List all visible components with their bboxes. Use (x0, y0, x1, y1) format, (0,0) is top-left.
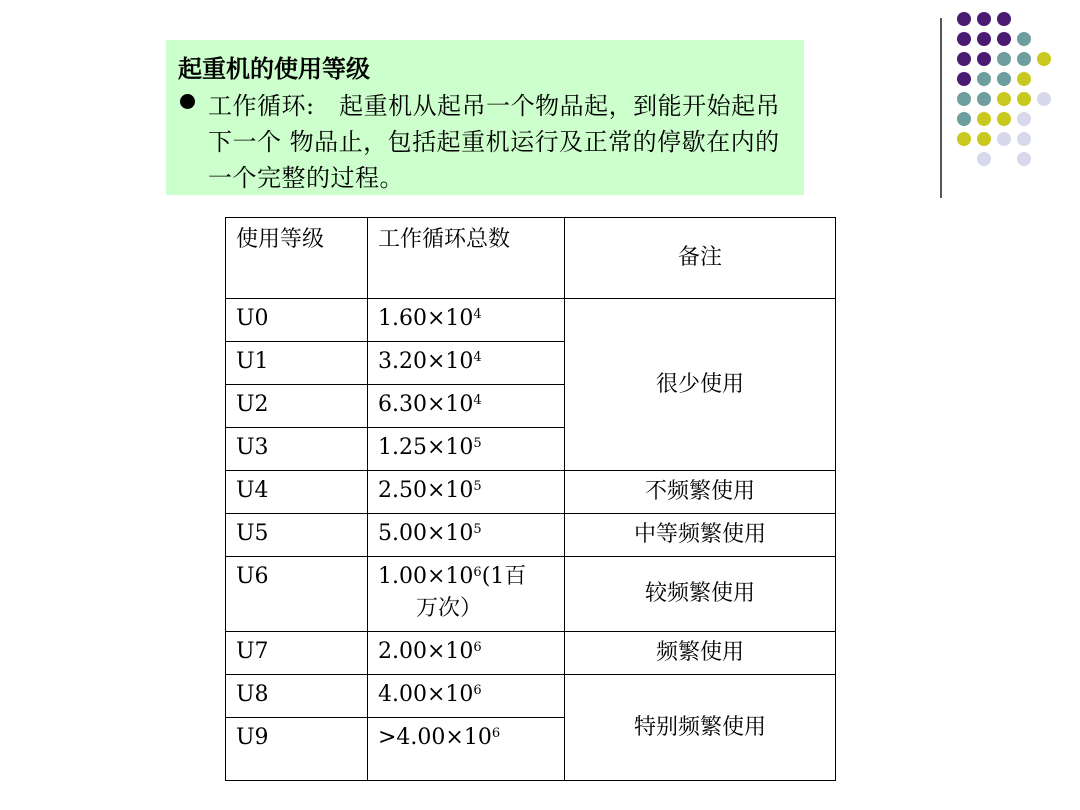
level-cell: U0 (226, 299, 368, 342)
cycles-cell: $3.20\times 10^4$ (368, 342, 565, 385)
decorative-dot (977, 92, 991, 106)
decorative-dot (997, 112, 1011, 126)
level-cell: U2 (226, 385, 368, 428)
decorative-dot (1017, 72, 1031, 86)
decorative-dot (957, 132, 971, 146)
decorative-dot (977, 72, 991, 86)
decorative-dot (957, 92, 971, 106)
decorative-dot (997, 132, 1011, 146)
cycles-cell: $2.50\times 10^5$ (368, 471, 565, 514)
remark-cell: 中等频繁使用 (565, 514, 836, 557)
decorative-dot (977, 12, 991, 26)
usage-level-table (225, 217, 836, 781)
decorative-dot (1017, 112, 1031, 126)
cycles-cell: $4.00\times 10^6$ (368, 675, 565, 718)
decorative-dot-grid (957, 12, 1057, 177)
remark-cell: 很少使用 (565, 299, 836, 471)
cycles-cell: $1.60\times 10^4$ (368, 299, 565, 342)
decorative-dot (977, 32, 991, 46)
decorative-dot (977, 112, 991, 126)
decorative-dot (997, 52, 1011, 66)
decorative-dot (977, 132, 991, 146)
level-cell: U9 (226, 718, 368, 781)
cycles-cell: $>4.00\times 10^6$ (368, 718, 565, 781)
definition-callout (166, 40, 804, 195)
decorative-dot (1037, 92, 1051, 106)
level-cell: U1 (226, 342, 368, 385)
cycles-cell: $2.00\times 10^6$ (368, 632, 565, 675)
decorative-dot (997, 12, 1011, 26)
decorative-dot (977, 152, 991, 166)
cycles-cell: $5.00\times 10^5$ (368, 514, 565, 557)
decorative-dot (997, 72, 1011, 86)
divider-line (940, 18, 942, 198)
decorative-dot (997, 32, 1011, 46)
table-row (226, 514, 836, 557)
level-cell: U5 (226, 514, 368, 557)
cycles-cell: $1.25\times 10^5$ (368, 428, 565, 471)
callout-title: 起重机的使用等级 (178, 55, 370, 83)
decorative-dot (957, 112, 971, 126)
table-row (226, 471, 836, 514)
header-level: 使用等级 (226, 218, 368, 299)
decorative-dot (1017, 92, 1031, 106)
decorative-dot (1037, 52, 1051, 66)
table-row (226, 299, 836, 342)
table-row (226, 557, 836, 632)
bullet-text: 工作循环: 起重机从起吊一个物品起，到能开始起吊下一个 物品止，包括起重机运行及正常的停歇在内的一个完整的过程。 (208, 92, 781, 192)
cycles-cell: $6.30\times 10^4$ (368, 385, 565, 428)
cycles-cell: $1.00\times 10^6(1$百 万次） (368, 557, 565, 632)
table-row (226, 675, 836, 718)
decorative-dot (997, 92, 1011, 106)
level-cell: U8 (226, 675, 368, 718)
decorative-dot (957, 32, 971, 46)
header-remark: 备注 (565, 218, 836, 299)
remark-cell: 频繁使用 (565, 632, 836, 675)
table-row (226, 632, 836, 675)
decorative-dot (1017, 32, 1031, 46)
level-cell: U6 (226, 557, 368, 632)
decorative-dot (1017, 52, 1031, 66)
decorative-dot (957, 72, 971, 86)
level-cell: U4 (226, 471, 368, 514)
decorative-dot (1017, 152, 1031, 166)
decorative-dot (957, 12, 971, 26)
bullet-dot-icon (180, 94, 195, 109)
decorative-dot (1017, 132, 1031, 146)
remark-cell: 不频繁使用 (565, 471, 836, 514)
remark-cell: 较频繁使用 (565, 557, 836, 632)
header-cycles: 工作循环总数 (368, 218, 565, 299)
decorative-dot (977, 52, 991, 66)
remark-cell: 特别频繁使用 (565, 675, 836, 781)
level-cell: U3 (226, 428, 368, 471)
level-cell: U7 (226, 632, 368, 675)
decorative-dot (957, 52, 971, 66)
table-header-row (226, 218, 836, 299)
bullet-item (178, 88, 792, 196)
